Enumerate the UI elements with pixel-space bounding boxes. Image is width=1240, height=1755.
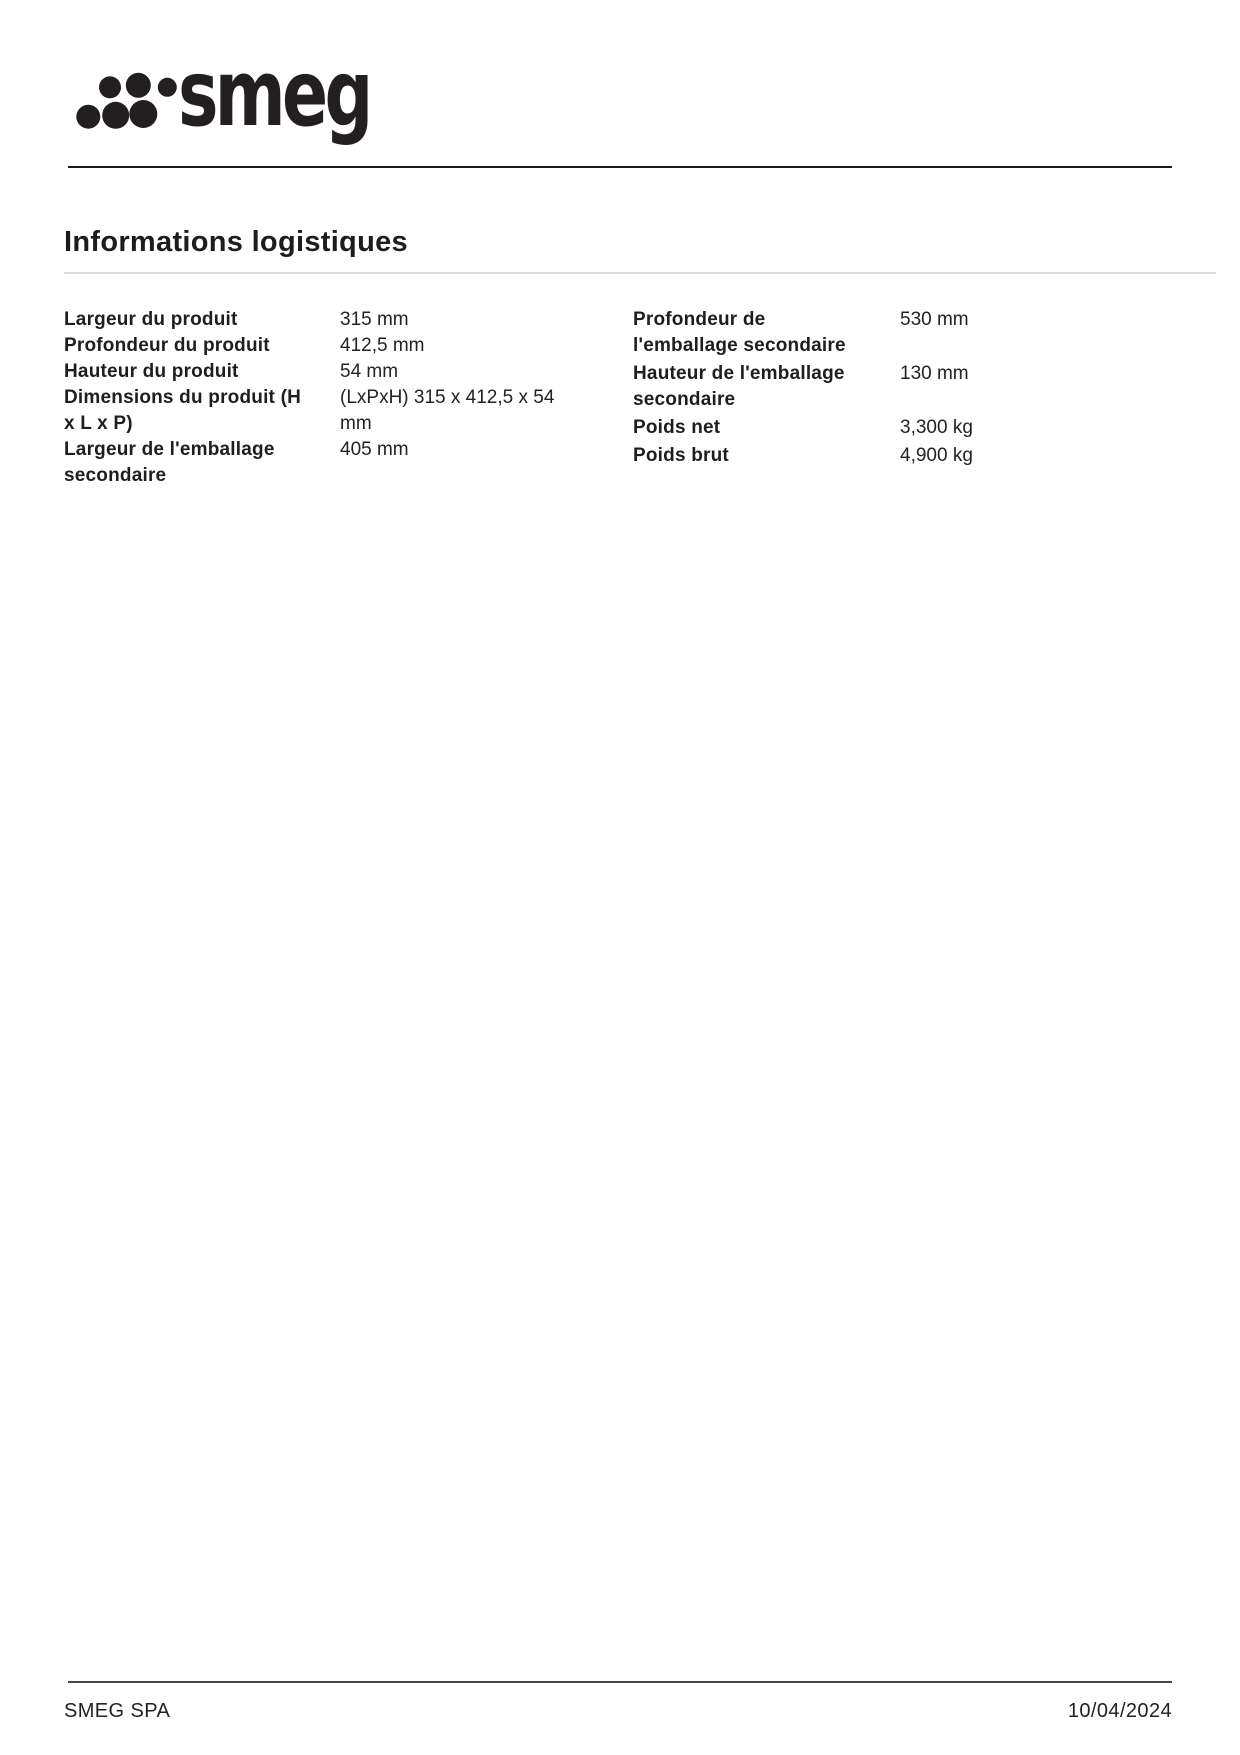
spec-value: 54 mm [340, 361, 399, 382]
footer-company: SMEG SPA [64, 1700, 171, 1722]
table-row [64, 307, 576, 333]
title-underline [64, 272, 1216, 274]
table-row [633, 307, 1173, 359]
logo-dot [158, 78, 177, 97]
spec-value: 4,900 kg [900, 445, 973, 466]
table-row [633, 443, 1173, 469]
spec-value: 3,300 kg [900, 417, 973, 438]
spec-label: Hauteur de l'emballage secondaire [633, 363, 845, 410]
table-row [633, 415, 1173, 441]
spec-label: Poids brut [633, 445, 729, 466]
spec-value: (LxPxH) 315 x 412,5 x 54 mm [340, 387, 555, 434]
spec-value: 130 mm [900, 363, 969, 384]
logo-dots [76, 73, 177, 129]
spec-value: 405 mm [340, 439, 409, 460]
footer-date: 10/04/2024 [1067, 1700, 1172, 1722]
table-row [64, 437, 576, 489]
specs-column-left [64, 307, 576, 489]
spec-value: 412,5 mm [340, 335, 425, 356]
logo-dot [126, 73, 151, 98]
smeg-logo [60, 50, 390, 165]
spec-value: 530 mm [900, 309, 969, 330]
spec-value: 315 mm [340, 309, 409, 330]
header-divider [68, 166, 1172, 168]
table-row [64, 359, 576, 385]
page-title: Informations logistiques [64, 226, 408, 258]
logo-dot [129, 100, 157, 128]
table-row [64, 333, 576, 359]
spec-label: Hauteur du produit [64, 361, 239, 382]
spec-label: Dimensions du produit (H x L x P) [64, 387, 302, 434]
spec-label: Largeur de l'emballage secondaire [64, 439, 275, 486]
spec-label: Poids net [633, 417, 721, 438]
table-row [633, 361, 1173, 413]
spec-label: Profondeur du produit [64, 335, 270, 356]
logo-dot [76, 105, 100, 129]
footer-divider [68, 1681, 1172, 1683]
specs-column-right [633, 307, 1173, 471]
logo-dot [99, 76, 121, 98]
spec-label: Profondeur de l'emballage secondaire [633, 309, 846, 356]
logo-dot [102, 102, 129, 129]
table-row [64, 385, 576, 437]
logo-wordmark: smeg [178, 50, 370, 148]
spec-label: Largeur du produit [64, 309, 238, 330]
